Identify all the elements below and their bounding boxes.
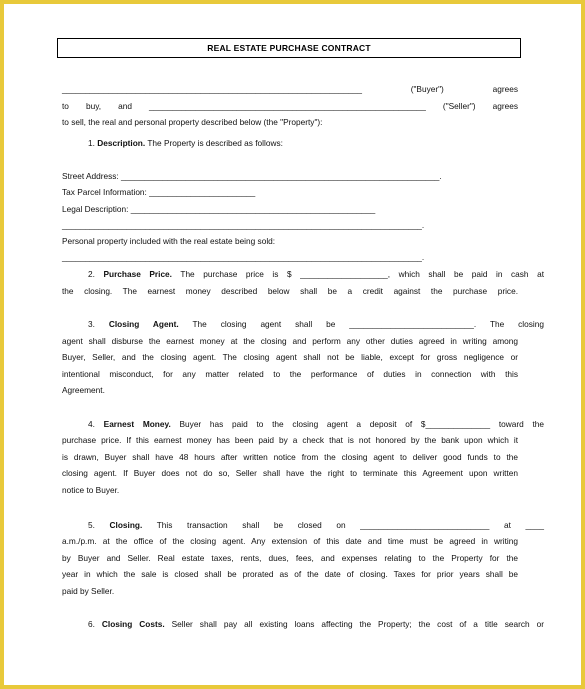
closing-agent-text-3: intentional misconduct, for any matter related to the performance of duties in connection with this (62, 369, 518, 379)
earnest-money-text-1: purchase price. If this earnest money has been paid by a check that is not honored by the bank upon which it (62, 435, 518, 445)
earnest-money-text-2: is drawn, Buyer shall have 48 hours after written notice from the closing agent to deliver good funds to the (62, 452, 518, 462)
section-heading: Closing. (109, 520, 143, 530)
legal-description-blank: ______________________________________________________________________________. (62, 220, 425, 230)
closing-text-2: by Buyer and Seller. Real estate taxes, rents, dues, fees, and expenses relating to the Property for the (62, 553, 518, 563)
street-address-line: Street Address: _____________________________________________________________________. (62, 171, 442, 181)
closing-costs-line: 6. Closing Costs. Seller shall pay all existing loans affecting the Property; the cost of a title search or (88, 619, 544, 629)
section-heading: Purchase Price. (103, 269, 172, 279)
earnest-money-text-4: notice to Buyer. (62, 485, 120, 495)
closing-agent-text-4: Agreement. (62, 385, 105, 395)
personal-property-line: Personal property included with the real estate being sold: (62, 236, 276, 246)
closing-agent-text-2: Buyer, Seller, and the closing agent. The closing agent shall not be liable, except for gross negligence or (62, 352, 518, 362)
section-description-heading: 1. Description. The Property is described as follows: (88, 138, 283, 148)
closing-agent-line: 3. Closing Agent. The closing agent shall be ___________________________. The closing (88, 319, 544, 329)
purchase-price-line: 2. Purchase Price. The purchase price is $ ___________________, which shall be paid in cash at (88, 269, 545, 279)
section-heading: Closing Agent. (108, 319, 179, 329)
earnest-money-text-3: closing agent. If Buyer does not do so, Seller shall have the right to terminate this Agreement upon written (62, 468, 518, 478)
tax-parcel-line: Tax Parcel Information: _______________________ (62, 187, 256, 197)
closing-text-4: paid by Seller. (62, 586, 115, 596)
legal-description-line: Legal Description: _____________________________________________________ (62, 204, 376, 214)
section-heading: Earnest Money. (103, 419, 171, 429)
seller-line: to buy, and ____________________________________________________________ ("Seller") agrees (62, 101, 518, 111)
section-heading: Description. (97, 138, 146, 148)
closing-text-3: year in which the sale is closed shall be prorated as of the date of closing. Taxes for prior years shall be (62, 569, 518, 579)
purchase-price-text: the closing. The earnest money described below shall be a credit against the purchase price. (62, 286, 518, 296)
closing-line: 5. Closing. This transaction shall be closed on ____________________________ at ____ (88, 520, 544, 530)
buyer-line: _________________________________________________________________ ("Buyer") agrees (62, 84, 518, 94)
property-intro: to sell, the real and personal property described below (the "Property"): (62, 117, 323, 127)
earnest-money-line: 4. Earnest Money. Buyer has paid to the closing agent a deposit of $______________ toward the (88, 419, 544, 429)
document-title: REAL ESTATE PURCHASE CONTRACT (57, 38, 521, 58)
closing-text-1: a.m./p.m. at the office of the closing agent. Any extension of this date and time must be agreed in writing (62, 536, 518, 546)
closing-agent-text-1: agent shall disburse the earnest money at the closing and perform any other duties agreed in writing among (62, 336, 518, 346)
document-page (4, 4, 581, 685)
section-heading: Closing Costs. (101, 619, 165, 629)
personal-property-blank: ______________________________________________________________________________. (62, 252, 425, 262)
